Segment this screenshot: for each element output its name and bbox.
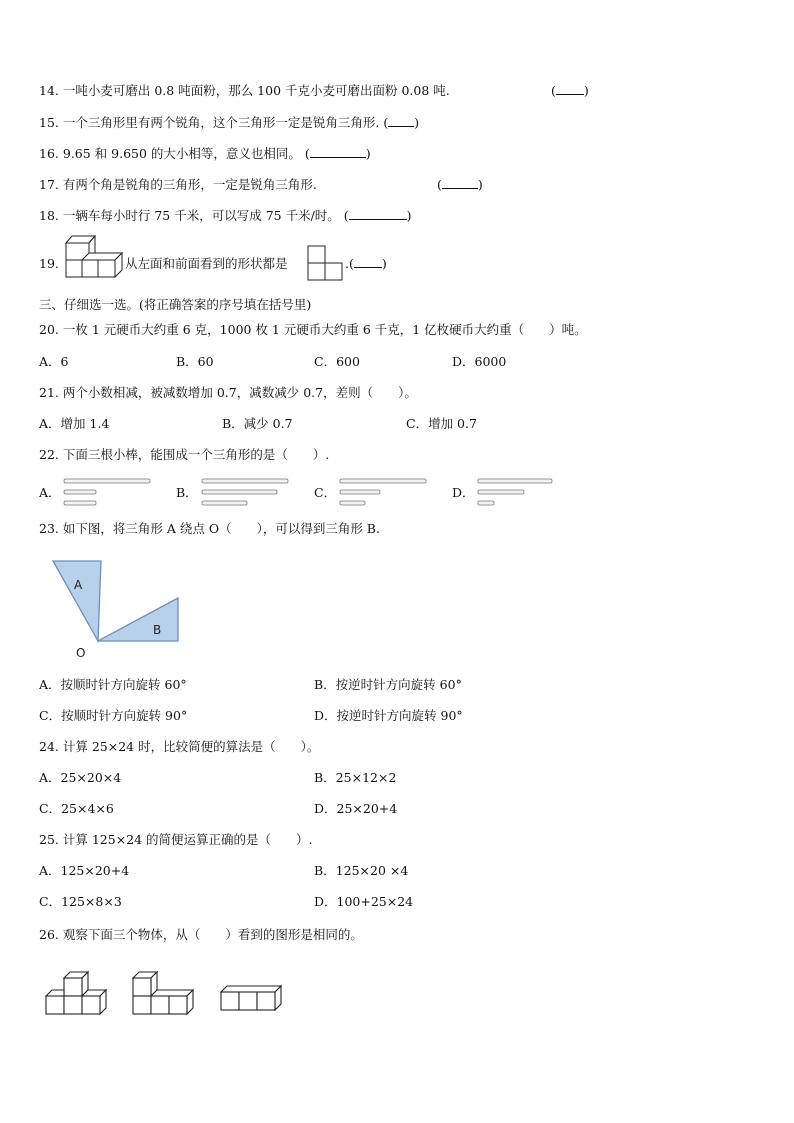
question-text: 一枚 1 元硬币大约重 6 克，1000 枚 1 元硬币大约重 6 千克，1 亿枚硬币大约重（ ）吨。 bbox=[62, 322, 587, 337]
question-number: 24. bbox=[39, 739, 59, 754]
option-b[interactable]: B．125×20 ×4 bbox=[314, 863, 409, 878]
question-text: 计算 125×24 的简便运算正确的是（ ）. bbox=[62, 832, 313, 847]
question-number: 14. bbox=[39, 83, 59, 98]
question-text: 有两个角是锐角的三角形，一定是锐角三角形. bbox=[62, 177, 317, 192]
solid-figure-1 bbox=[44, 970, 110, 1016]
option-c[interactable]: C．25×4×6 bbox=[39, 801, 114, 816]
stick bbox=[202, 479, 288, 483]
triangle-b bbox=[98, 598, 178, 641]
question-number: 26. bbox=[39, 927, 59, 942]
question-number: 18. bbox=[39, 208, 59, 223]
label-b: B bbox=[153, 623, 162, 637]
option-d[interactable]: D．6000 bbox=[452, 354, 507, 369]
question-number: 22. bbox=[39, 447, 59, 462]
solid-figure-2 bbox=[131, 970, 197, 1016]
option-c[interactable]: C．600 bbox=[314, 354, 360, 369]
question-text: 一吨小麦可磨出 0.8 吨面粉，那么 100 千克小麦可磨出面粉 0.08 吨. bbox=[62, 83, 450, 98]
option-b[interactable]: B．按逆时针方向旋转 60° bbox=[314, 677, 462, 692]
option-b[interactable]: B．60 bbox=[176, 354, 214, 369]
question-number: 25. bbox=[39, 832, 59, 847]
option-c[interactable]: C． bbox=[314, 485, 337, 500]
question-text: 一个三角形里有两个锐角，这个三角形一定是锐角三角形. bbox=[62, 115, 380, 130]
option-a[interactable]: A．6 bbox=[39, 354, 69, 369]
option-a[interactable]: A．25×20×4 bbox=[39, 770, 122, 785]
answer-bracket[interactable]: ( ) bbox=[551, 83, 589, 98]
question-number: 17. bbox=[39, 177, 59, 192]
question-text: 两个小数相减，被减数增加 0.7，减数减少 0.7，差则（ ）。 bbox=[62, 385, 417, 400]
stick bbox=[340, 479, 426, 483]
stick bbox=[202, 490, 277, 494]
label-o: O bbox=[76, 646, 86, 660]
question-24 bbox=[39, 739, 319, 755]
stick bbox=[202, 501, 247, 505]
question-text: 下面三根小棒，能围成一个三角形的是（ ）. bbox=[62, 447, 330, 462]
option-a[interactable]: A．125×20+4 bbox=[39, 863, 130, 878]
question-text: 9.65 和 9.650 的大小相等，意义也相同。 bbox=[62, 146, 301, 161]
stick bbox=[64, 490, 96, 494]
stick bbox=[340, 490, 380, 494]
option-b[interactable]: B．减少 0.7 bbox=[222, 416, 293, 431]
label-a: A bbox=[74, 578, 83, 592]
question-25 bbox=[39, 832, 313, 848]
question-text: 计算 25×24 时，比较简便的算法是（ ）。 bbox=[62, 739, 320, 754]
option-b[interactable]: B． bbox=[176, 485, 198, 500]
solid-figure-3 bbox=[219, 984, 285, 1016]
option-b[interactable]: B．25×12×2 bbox=[314, 770, 397, 785]
answer-bracket[interactable]: ( ) bbox=[304, 146, 371, 161]
stick bbox=[478, 479, 552, 483]
question-19-bracket[interactable]: .( ) bbox=[345, 256, 387, 271]
question-26 bbox=[39, 927, 363, 943]
question-text: 如下图，将三角形 A 绕点 O（ ），可以得到三角形 B. bbox=[62, 521, 380, 536]
question-number: 20. bbox=[39, 322, 59, 337]
option-c[interactable]: C．增加 0.7 bbox=[406, 416, 477, 431]
answer-bracket[interactable]: ( ) bbox=[437, 177, 483, 192]
question-number: 15. bbox=[39, 115, 59, 130]
option-d[interactable]: D．100+25×24 bbox=[314, 894, 414, 909]
question-number: 23. bbox=[39, 521, 59, 536]
option-d[interactable]: D．25×20+4 bbox=[314, 801, 398, 816]
stick bbox=[64, 501, 96, 505]
stick bbox=[64, 479, 150, 483]
stick bbox=[340, 501, 365, 505]
stick bbox=[478, 490, 524, 494]
rotation-figure bbox=[48, 558, 188, 664]
option-a[interactable]: A．按顺时针方向旋转 60° bbox=[39, 677, 187, 692]
answer-bracket[interactable]: ( ) bbox=[343, 208, 412, 223]
question-text: 一辆车每小时行 75 千米，可以写成 75 千米/时。 bbox=[62, 208, 340, 223]
question-19-text: 从左面和前面看到的形状都是 bbox=[125, 256, 288, 271]
answer-bracket[interactable]: ( ) bbox=[383, 115, 420, 130]
option-a[interactable]: A． bbox=[39, 485, 61, 500]
option-c[interactable]: C．125×8×3 bbox=[39, 894, 122, 909]
option-c[interactable]: C．按顺时针方向旋转 90° bbox=[39, 708, 188, 723]
option-d[interactable]: D．按逆时针方向旋转 90° bbox=[314, 708, 463, 723]
section-title: 三、仔细选一选。(将正确答案的序号填在括号里) bbox=[39, 297, 312, 312]
question-number: 16. bbox=[39, 146, 59, 161]
question-19-number: 19. bbox=[39, 256, 59, 271]
stick bbox=[478, 501, 494, 505]
option-a[interactable]: A．增加 1.4 bbox=[39, 416, 110, 431]
question-number: 21. bbox=[39, 385, 59, 400]
triangle-a bbox=[53, 561, 101, 641]
sticks-figure bbox=[0, 0, 794, 520]
question-text: 观察下面三个物体，从（ ）看到的图形是相同的。 bbox=[62, 927, 363, 942]
option-d[interactable]: D． bbox=[452, 485, 475, 500]
question-23 bbox=[39, 521, 380, 537]
